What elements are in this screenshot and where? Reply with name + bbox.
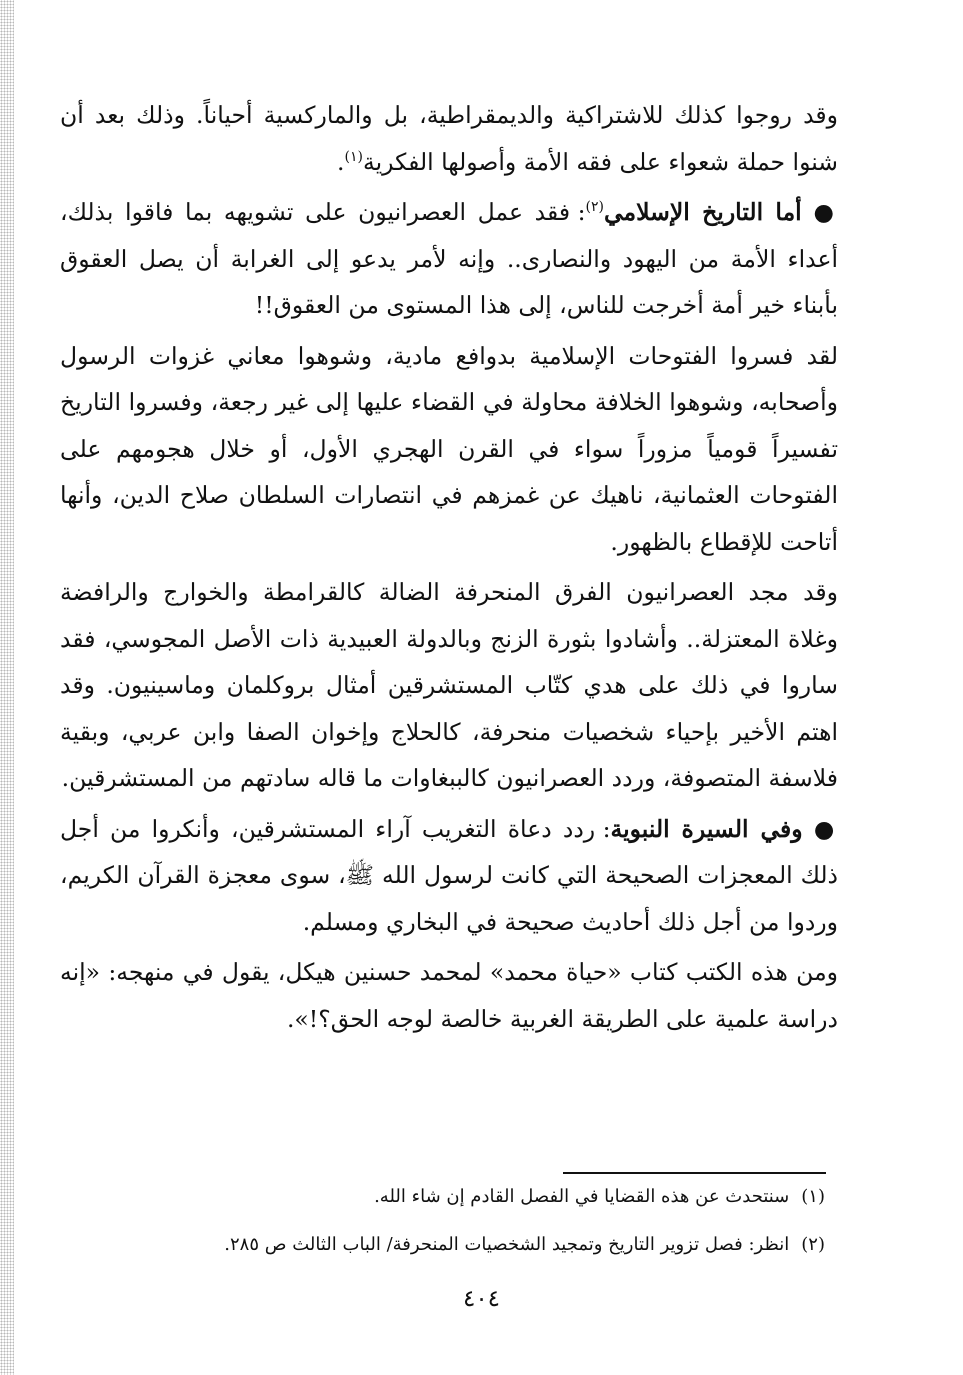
paragraph-2-heading: أما التاريخ الإسلامي: [603, 198, 802, 226]
bullet-icon: ●: [813, 814, 838, 843]
paragraph-1-end: .: [337, 147, 345, 176]
page-number: ٤٠٤: [462, 1286, 501, 1312]
paragraph-1-text: وقد روجوا كذلك للاشتراكية والديمقراطية، بل والماركسية أحياناً. وذلك بعد أن شنوا حملة شعواء على فقه الأمة وأصولها الفكرية: [60, 101, 838, 176]
scan-edge-texture: [0, 0, 14, 1375]
paragraph-2: [60, 189, 838, 329]
footnote-1-text: سنتحدث عن هذه القضايا في الفصل القادم إن شاء الله.: [374, 1186, 790, 1207]
paragraph-2-text: : فقد عمل العصرانيون على تشويهه بما فاقوا بذلك، أعداء الأمة من اليهود والنصارى.. وإنه لأمر يدعو إلى الغرابة أن يصل العقوق بأبناء خير أمة أخرجت للناس، إلى هذا المستوى من العقوق!!: [60, 198, 838, 319]
footnote-2: [120, 1233, 825, 1257]
page-body: [60, 92, 838, 1046]
footnote-divider: [563, 1172, 826, 1174]
footnote-2-number: (٢): [801, 1234, 825, 1255]
paragraph-1: [60, 92, 838, 185]
paragraph-5-heading: وفي السيرة النبوية: [610, 814, 803, 843]
footnote-2-text: انظر: فصل تزوير التاريخ وتمجيد الشخصيات المنحرفة/ الباب الثالث ص ٢٨٥.: [224, 1234, 790, 1255]
footnote-1: [120, 1185, 825, 1209]
footnote-marker-2: (٢): [585, 199, 604, 216]
footnote-1-number: (١): [801, 1186, 825, 1207]
bullet-icon: ●: [813, 198, 838, 226]
footnotes: [120, 1185, 825, 1281]
paragraph-5: [60, 806, 838, 946]
paragraph-4: وقد مجد العصرانيون الفرق المنحرفة الضالة كالقرامطة والخوارج والرافضة وغلاة المعتزلة.. وأشادوا بثورة الزنج وبالدولة العبيدية ذات الأصل المجوسي، فقد ساروا في ذلك على هدي كتّاب المستشرقين أمثال بروكلمان وماسينيون. وقد اهتم الأخير بإحياء شخصيات منحرفة، كالحلاج وإخوان الصفا وابن عربي، وبقية فلاسفة المتصوفة، وردد العصرانيون كالببغاوات ما قاله سادتهم من المستشرقين.: [60, 578, 838, 792]
paragraph-3: لقد فسروا الفتوحات الإسلامية بدوافع مادية، وشوهوا معاني غزوات الرسول وأصحابه، وشوهوا الخلافة محاولة في القضاء عليها إلى غير رجعة، وفسروا التاريخ تفسيراً قومياً مزوراً سواء في القرن الهجري الأول، أو خلال هجومهم على الفتوحات العثمانية، ناهيك عن غمزهم في انتصارات السلطان صلاح الدين، وأنها أتاحت للإقطاع بالظهور.: [60, 341, 838, 556]
paragraph-6: ومن هذه الكتب كتاب «حياة محمد» لمحمد حسنين هيكل، يقول في منهجه: «إنه دراسة علمية على الطريقة الغربية خالصة لوجه الحق؟!».: [60, 958, 838, 1033]
footnote-marker-1: (١): [344, 148, 363, 165]
paragraph-5-text: : ردد دعاة التغريب آراء المستشرقين، وأنكروا من أجل ذلك المعجزات الصحيحة التي كانت لرسول الله ﷺ، سوى معجزة القرآن الكريم، وردوا من أجل ذلك أحاديث صحيحة في البخاري ومسلم.: [60, 814, 838, 936]
